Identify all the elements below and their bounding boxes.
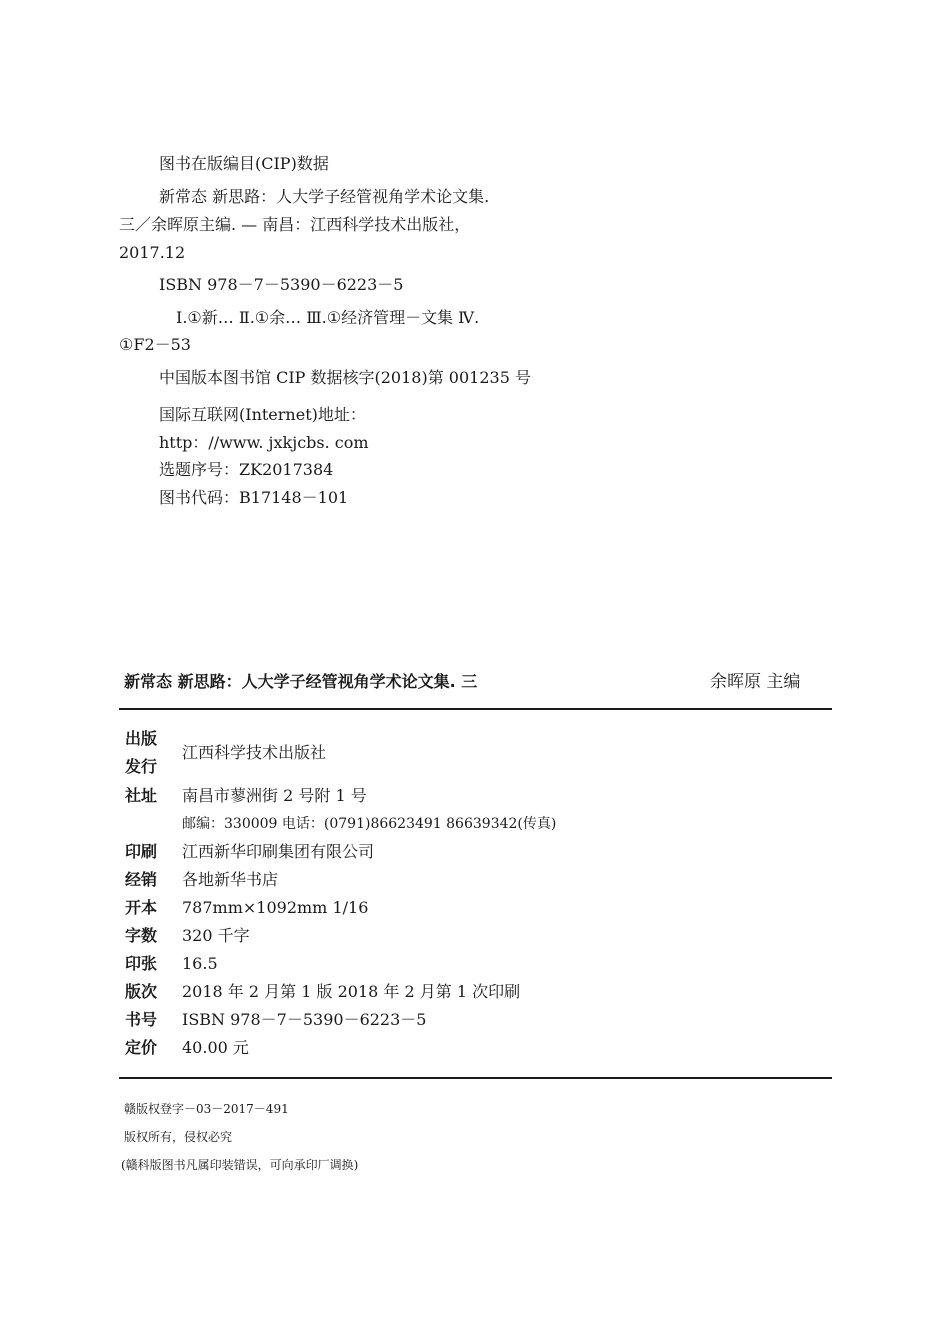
label-printed-sheets: 印张 [125, 954, 158, 973]
cip-title-line-1: 新常态 新思路：人大学子经管视角学术论文集. [159, 187, 490, 206]
value-isbn: ISBN 978－7－5390－6223－5 [182, 1010, 427, 1029]
label-edition: 版次 [125, 982, 158, 1001]
cip-classification-line-1: Ⅰ.①新… Ⅱ.①余… Ⅲ.①经济管理－文集 Ⅳ. [176, 308, 480, 327]
value-contact: 邮编：330009 电话：(0791)86623491 86639342(传真) [182, 816, 557, 832]
label-printer: 印刷 [125, 842, 158, 861]
cip-isbn: ISBN 978－7－5390－6223－5 [159, 275, 404, 294]
label-format: 开本 [125, 898, 158, 917]
label-isbn: 书号 [125, 1010, 158, 1029]
internet-url: http：//www. jxkjcbs. com [159, 433, 369, 452]
label-distributor: 经销 [125, 870, 158, 889]
cip-title-line-2: 三／余晖原主编. — 南昌：江西科学技术出版社， [119, 215, 471, 234]
colophon-title: 新常态 新思路：人大学子经管视角学术论文集. 三 [124, 672, 478, 691]
value-price: 40.00 元 [182, 1038, 249, 1057]
value-format: 787mm×1092mm 1/16 [182, 898, 369, 917]
value-word-count: 320 千字 [182, 926, 250, 945]
value-address: 南昌市蓼洲街 2 号附 1 号 [182, 786, 367, 805]
cip-record-number: 中国版本图书馆 CIP 数据核字(2018)第 001235 号 [159, 368, 531, 387]
label-publish: 出版 [125, 729, 158, 748]
value-distributor: 各地新华书店 [182, 870, 279, 889]
defect-notice: (赣科版图书凡属印装错误，可向承印厂调换) [121, 1158, 359, 1172]
cip-classification-line-2: ①F2－53 [119, 335, 191, 354]
label-word-count: 字数 [125, 926, 158, 945]
topic-number: 选题序号：ZK2017384 [159, 460, 334, 479]
top-divider [119, 708, 832, 710]
label-distribute: 发行 [125, 757, 158, 776]
value-edition: 2018 年 2 月第 1 版 2018 年 2 月第 1 次印刷 [182, 982, 521, 1001]
internet-label: 国际互联网(Internet)地址： [159, 405, 366, 424]
value-printer: 江西新华印刷集团有限公司 [182, 842, 375, 861]
copyright-registration: 赣版权登字－03－2017－491 [124, 1102, 289, 1116]
colophon-editor: 余晖原 主编 [710, 672, 801, 692]
value-printed-sheets: 16.5 [182, 954, 218, 973]
label-address: 社址 [125, 786, 158, 805]
book-code: 图书代码：B17148－101 [159, 488, 349, 507]
bottom-divider [119, 1077, 832, 1079]
cip-heading: 图书在版编目(CIP)数据 [159, 154, 329, 173]
label-price: 定价 [125, 1038, 158, 1057]
cip-title-line-3: 2017.12 [119, 243, 186, 262]
rights-reserved: 版权所有，侵权必究 [124, 1130, 233, 1144]
value-publisher: 江西科学技术出版社 [182, 743, 327, 762]
